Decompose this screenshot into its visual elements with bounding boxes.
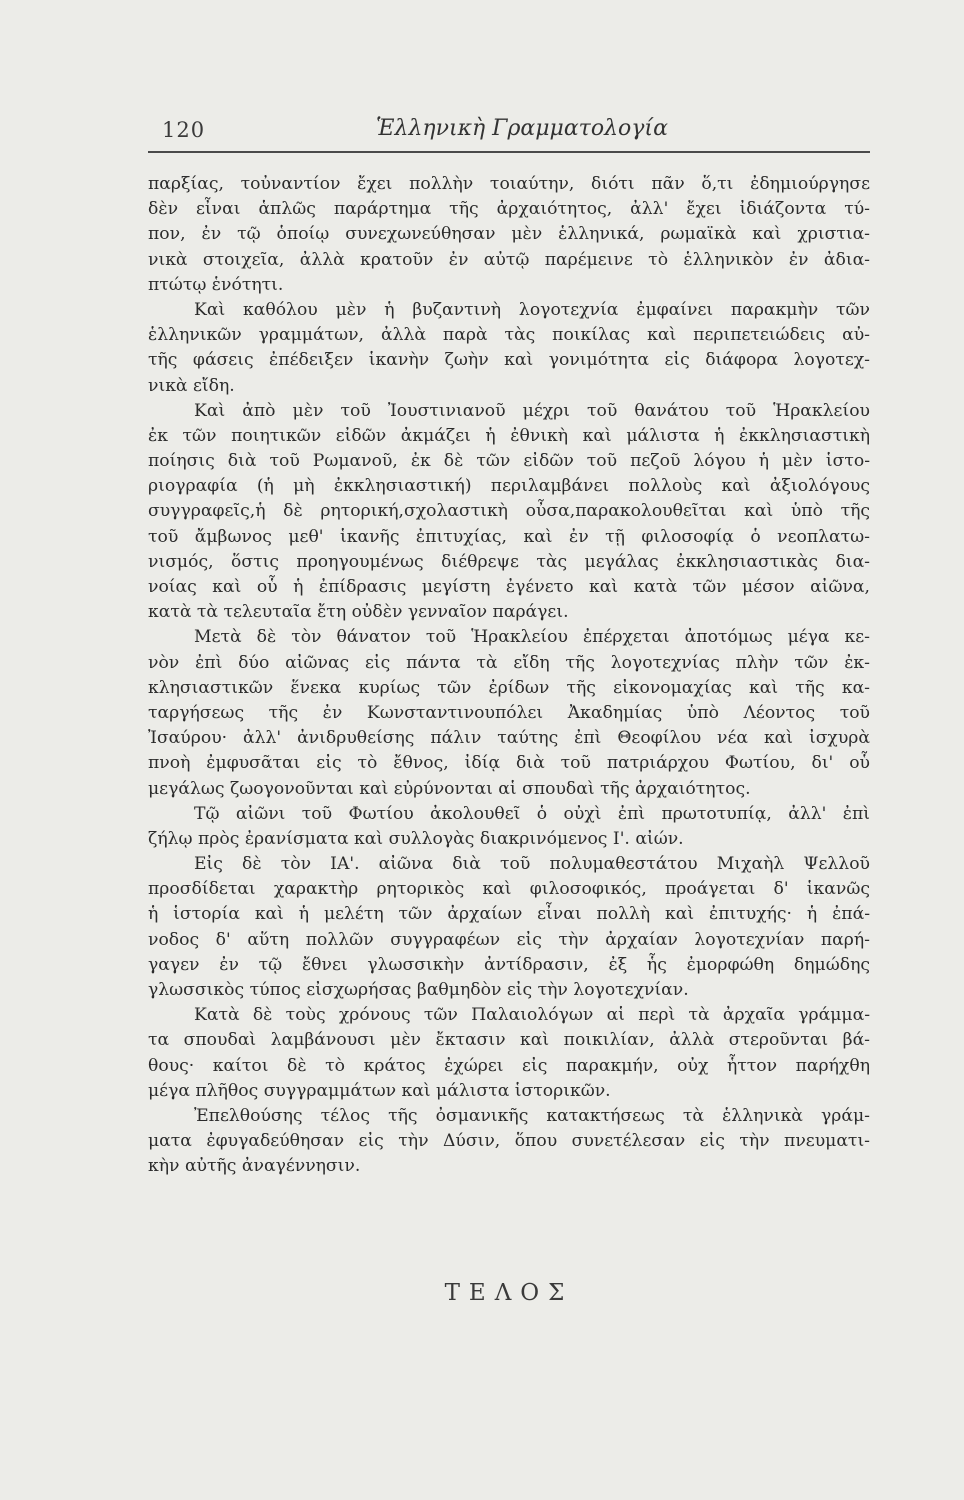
text-line: Καὶ ἀπὸ μὲν τοῦ Ἰουστινιανοῦ μέχρι τοῦ θανάτου τοῦ Ἡρακλείου <box>194 400 870 421</box>
text-line: ἐκ τῶν ποιητικῶν εἰδῶν ἀκμάζει ἡ ἐθνικὴ καὶ μάλιστα ἡ ἐκκλησιαστικὴ <box>148 425 870 446</box>
text-line: γλωσσικὸς τύπος εἰσχωρήσας βαθμηδὸν εἰς τὴν λογοτεχνίαν. <box>148 980 689 1000</box>
text-line: κὴν αὐτῆς ἀναγέννησιν. <box>148 1156 361 1177</box>
text-line: Κατὰ δὲ τοὺς χρόνους τῶν Παλαιολόγων αἱ περὶ τὰ ἀρχαῖα γράμμα- <box>194 1005 870 1026</box>
text-line: νισμός, ὅστις προηγουμένως διέθρεψε τὰς μεγάλας ἐκκλησιαστικὰς δια- <box>148 551 870 572</box>
text-line: συγγραφεῖς,ἡ δὲ ρητορική,σχολαστικὴ οὖσα,παρακολουθεῖται καὶ ὑπὸ τῆς <box>148 501 870 522</box>
text-line: ζήλῳ πρὸς ἐρανίσματα καὶ συλλογὰς διακρινόμενος Ι'. αἰών. <box>148 828 684 849</box>
text-line: παρξίας, τοὐναντίον ἔχει πολλὴν τοιαύτην, διότι πᾶν ὅ,τι ἐδημιούργησε <box>148 174 870 194</box>
body-text <box>148 172 870 1180</box>
text-line: κατὰ τὰ τελευταῖα ἔτη οὐδὲν γενναῖον παράγει. <box>148 602 569 623</box>
text-line: πτώτῳ ἑνότητι. <box>148 274 284 295</box>
text-line: ἑλληνικῶν γραμμάτων, ἀλλὰ παρὰ τὰς ποικίλας καὶ περιπετειώδεις αὐ- <box>148 325 870 346</box>
text-line: νοίας καὶ οὗ ἡ ἐπίδρασις μεγίστη ἐγένετο καὶ κατὰ τῶν μέσον αἰῶνα, <box>148 577 870 597</box>
text-line: τα σπουδαὶ λαμβάνουσι μὲν ἔκτασιν καὶ ποικιλίαν, ἀλλὰ στεροῦνται βά- <box>148 1030 870 1051</box>
page-header <box>148 112 868 152</box>
text-line: Μετὰ δὲ τὸν θάνατον τοῦ Ἡρακλείου ἐπέρχεται ἀποτόμως μέγα κε- <box>194 627 870 648</box>
text-line: θους· καίτοι δὲ τὸ κράτος ἐχώρει εἰς παρακμήν, οὐχ ἧττον παρήχθη <box>148 1055 870 1076</box>
text-line: ποίησις διὰ τοῦ Ρωμανοῦ, ἐκ δὲ τῶν εἰδῶν τοῦ πεζοῦ λόγου ἡ μὲν ἱστο- <box>148 451 870 472</box>
header-rule <box>148 151 870 153</box>
running-title: Ἑλληνικὴ Γραμματολογία <box>376 116 668 141</box>
text-line: νοδος δ' αὕτη πολλῶν συγγραφέων εἰς τὴν ἀρχαίαν λογοτεχνίαν παρή- <box>148 929 870 950</box>
text-line: κλησιαστικῶν ἕνεκα κυρίως τῶν ἐρίδων τῆς εἰκονομαχίας καὶ τῆς κα- <box>148 677 870 698</box>
text-line: δὲν εἶναι ἁπλῶς παράρτημα τῆς ἀρχαιότητος, ἀλλ' ἔχει ἰδιάζοντα τύ- <box>148 199 870 220</box>
text-line: προσδίδεται χαρακτὴρ ρητορικὸς καὶ φιλοσοφικός, προάγεται δ' ἱκανῶς <box>148 879 870 900</box>
text-line: Καὶ καθόλου μὲν ἡ βυζαντινὴ λογοτεχνία ἐμφαίνει παρακμὴν τῶν <box>194 299 870 320</box>
text-line: Ἰσαύρου· ἀλλ' ἀνιδρυθείσης πάλιν ταύτης ἐπὶ Θεοφίλου νέα καὶ ἰσχυρὰ <box>148 728 870 749</box>
text-line: πον, ἐν τῷ ὁποίῳ συνεχωνεύθησαν μὲν ἑλληνικά, ρωμαϊκὰ καὶ χριστια- <box>148 224 870 245</box>
text-line: ριογραφία (ἡ μὴ ἐκκλησιαστική) περιλαμβάνει πολλοὺς καὶ ἀξιολόγους <box>148 476 870 497</box>
text-line: γαγεν ἐν τῷ ἔθνει γλωσσικὴν ἀντίδρασιν, ἐξ ἧς ἐμορφώθη δημώδης <box>148 954 870 975</box>
text-line: μεγάλως ζωογονοῦνται καὶ εὐρύνονται αἱ σπουδαὶ τῆς ἀρχαιότητος. <box>148 778 751 799</box>
text-line: Τῷ αἰῶνι τοῦ Φωτίου ἀκολουθεῖ ὁ οὐχὶ ἐπὶ πρωτοτυπίᾳ, ἀλλ' ἐπὶ <box>194 803 870 824</box>
page-number: 120 <box>162 118 206 142</box>
text-line: νὸν ἐπὶ δύο αἰῶνας εἰς πάντα τὰ εἴδη τῆς λογοτεχνίας πλὴν τῶν ἐκ- <box>148 652 870 673</box>
text-line: ματα ἐφυγαδεύθησαν εἰς τὴν Δύσιν, ὅπου συνετέλεσαν εἰς τὴν πνευματι- <box>148 1131 870 1152</box>
finis-mark: ΤΕΛΟΣ <box>444 1280 574 1306</box>
text-line: μέγα πλῆθος συγγραμμάτων καὶ μάλιστα ἱστορικῶν. <box>148 1080 611 1101</box>
text-line: τοῦ ἄμβωνος μεθ' ἱκανῆς ἐπιτυχίας, καὶ ἐν τῇ φιλοσοφίᾳ ὁ νεοπλατω- <box>148 526 870 547</box>
text-line: Ἐπελθούσης τέλος τῆς ὀσμανικῆς κατακτήσεως τὰ ἑλληνικὰ γράμ- <box>194 1105 870 1126</box>
text-line: νικὰ εἴδη. <box>148 375 235 396</box>
text-line: τῆς φάσεις ἐπέδειξεν ἱκανὴν ζωὴν καὶ γονιμότητα εἰς διάφορα λογοτεχ- <box>148 350 870 371</box>
text-line: ταργήσεως τῆς ἐν Κωνσταντινουπόλει Ἀκαδημίας ὑπὸ Λέοντος τοῦ <box>148 702 870 723</box>
text-line: ἡ ἱστορία καὶ ἡ μελέτη τῶν ἀρχαίων εἶναι πολλὴ καὶ ἐπιτυχής· ἡ ἐπά- <box>148 904 870 925</box>
text-line: νικὰ στοιχεῖα, ἀλλὰ κρατοῦν ἐν αὐτῷ παρέμεινε τὸ ἑλληνικὸν ἐν ἀδια- <box>148 249 870 270</box>
text-line: Εἰς δὲ τὸν ΙΑ'. αἰῶνα διὰ τοῦ πολυμαθεστάτου Μιχαὴλ Ψελλοῦ <box>194 854 870 875</box>
text-line: πνοὴ ἐμφυσᾶται εἰς τὸ ἔθνος, ἰδίᾳ διὰ τοῦ πατριάρχου Φωτίου, δι' οὗ <box>148 753 870 774</box>
